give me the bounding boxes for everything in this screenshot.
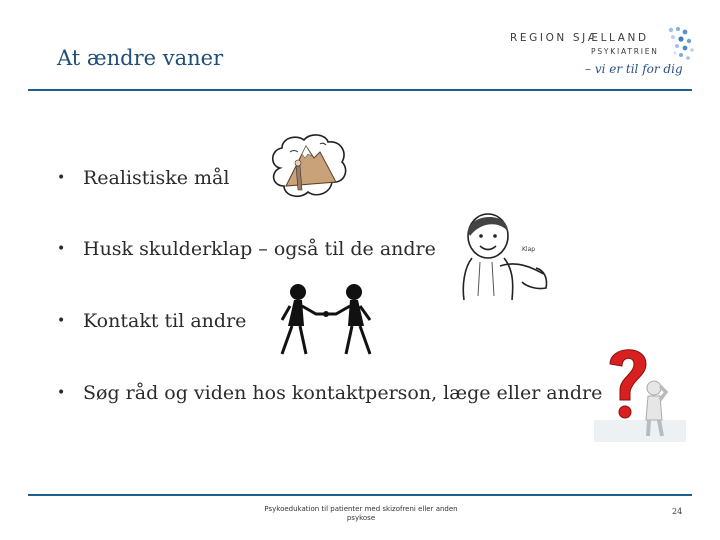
bullet-dot: • xyxy=(57,313,66,329)
question-mark-figure-image xyxy=(594,340,686,442)
shoulder-pat-image xyxy=(452,206,552,302)
bullet-item xyxy=(57,167,229,189)
bullet-item xyxy=(57,310,246,332)
footer-text: Psykoedukation til patienter med skizofreni eller anden psykose xyxy=(264,505,458,522)
bullet-dot: • xyxy=(57,241,66,257)
logo-tagline: – vi er til for dig xyxy=(585,62,683,76)
bullet-text: Realistiske mål xyxy=(83,167,230,189)
region-logo xyxy=(505,26,695,88)
logo-region-text: REGION SJÆLLAND xyxy=(510,32,649,44)
bullet-text: Kontakt til andre xyxy=(83,310,247,332)
logo-dots-icon xyxy=(665,26,697,66)
handshake-figures-image xyxy=(274,280,380,358)
bullet-text: Søg råd og viden hos kontaktperson, læge eller andre xyxy=(83,382,603,404)
bullet-item xyxy=(57,382,602,404)
footer-divider xyxy=(28,494,692,496)
bullet-dot: • xyxy=(57,170,66,186)
bullet-text: Husk skulderklap – også til de andre xyxy=(83,238,436,260)
klap-label: Klap xyxy=(522,246,536,253)
mountain-dream-cloud-image xyxy=(266,132,352,208)
page-number: 24 xyxy=(672,507,683,516)
bullet-dot: • xyxy=(57,385,66,401)
bullet-item xyxy=(57,238,436,260)
slide-title: At ændre vaner xyxy=(57,46,224,70)
logo-division-text: PSYKIATRIEN xyxy=(591,47,659,56)
title-divider xyxy=(28,89,692,91)
